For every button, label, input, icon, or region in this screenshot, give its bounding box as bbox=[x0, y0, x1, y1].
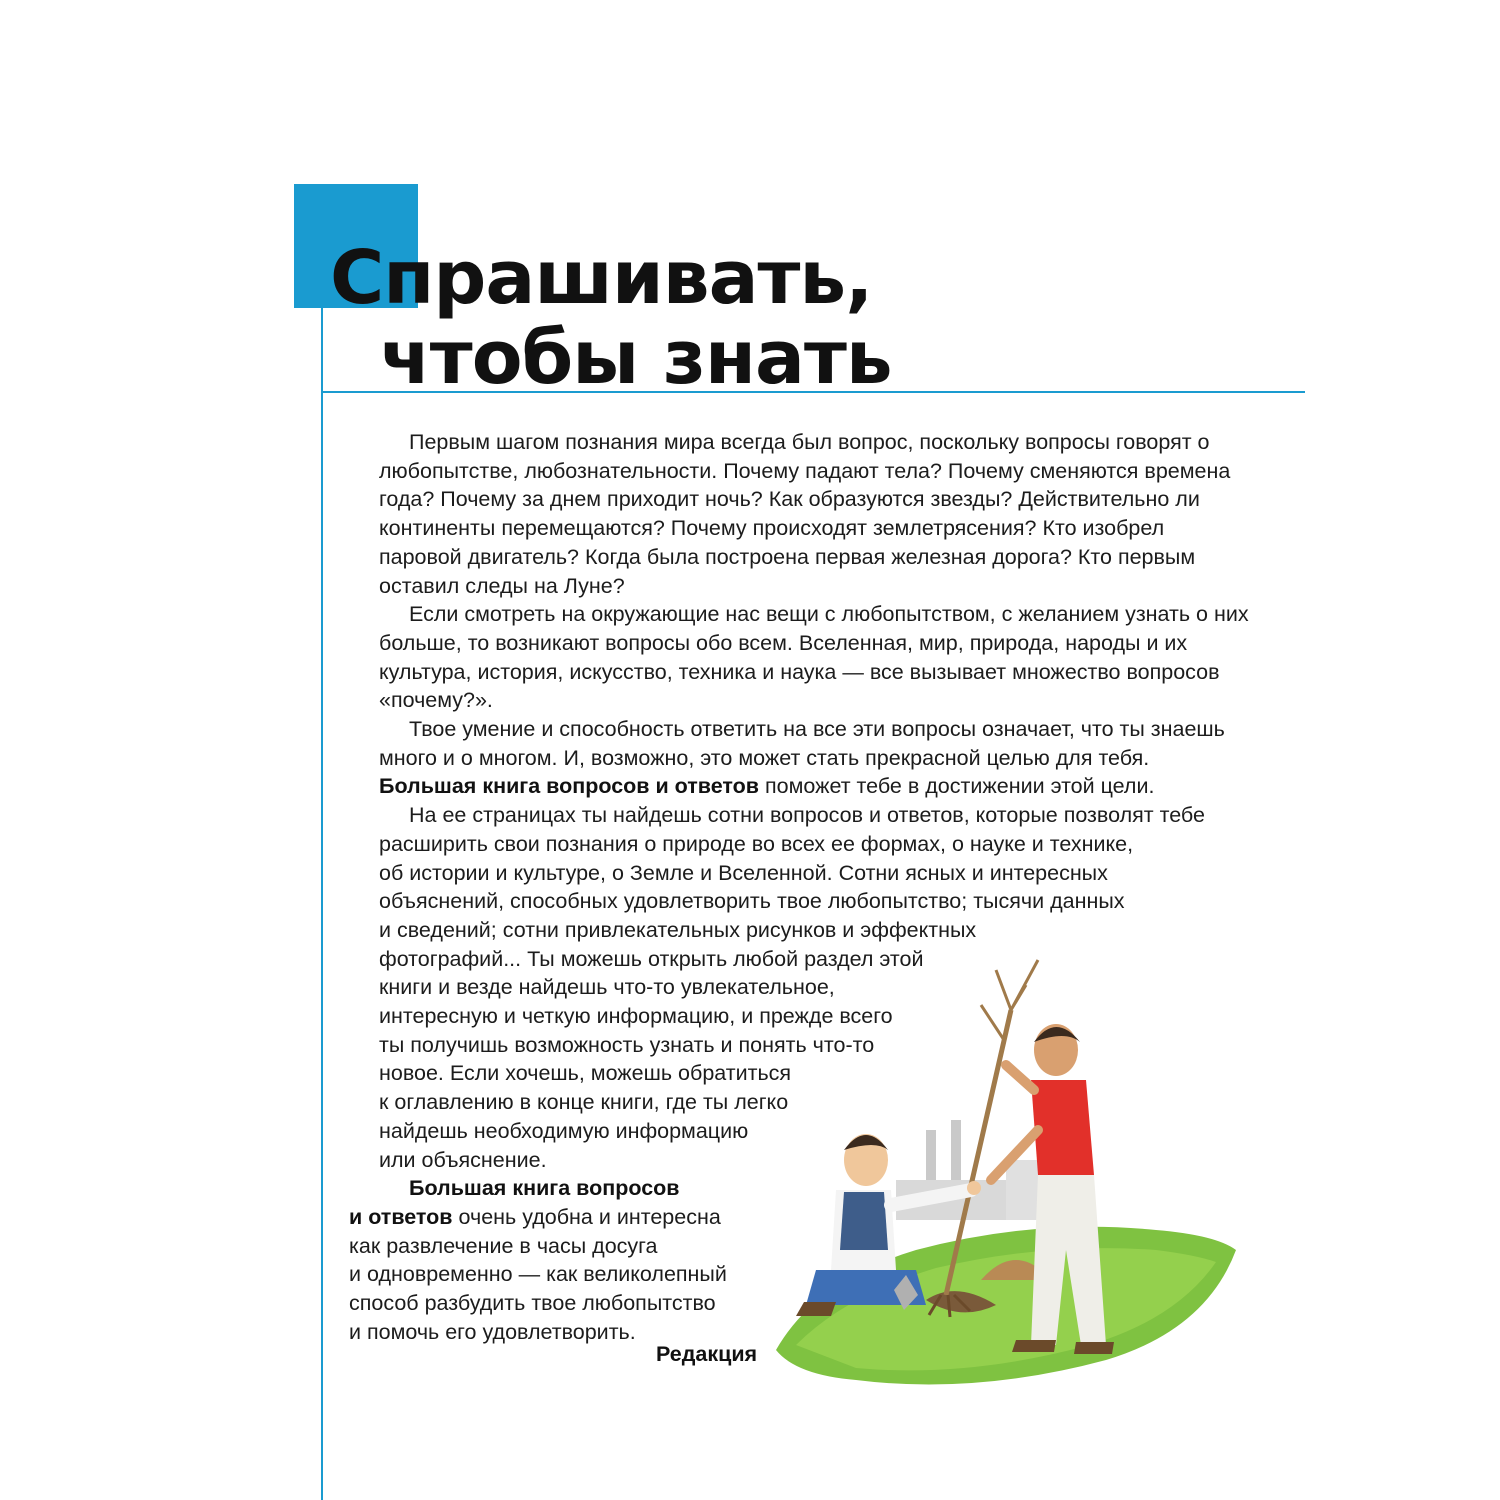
page-title bbox=[330, 235, 892, 401]
paragraph-3 bbox=[379, 715, 1249, 801]
book-title-bold-1: Большая книга вопросов bbox=[409, 1176, 680, 1201]
p5-line: очень удобна и интересна bbox=[452, 1204, 721, 1229]
p4-line: фотографий... Ты можешь открыть любой раздел этой bbox=[379, 946, 924, 971]
paragraph-3-text: Твое умение и способность ответить на все эти вопросы означает, что ты знаешь много и о многом. И, возможно, это может стать прекрасной целью для тебя. bbox=[379, 717, 1225, 770]
paragraph-2: Если смотреть на окружающие нас вещи с любопытством, с желанием узнать о них больше, то возникают вопросы обо всем. Вселенная, мир, природа, народы и их культура, история, искусство, техника и наука — все вызывает множество вопросов «почему?». bbox=[379, 602, 1249, 713]
p5-line: как развлечение в часы досуга bbox=[349, 1233, 658, 1258]
p4-line: и сведений; сотни привлекательных рисунков и эффектных bbox=[379, 917, 977, 942]
signature: Редакция bbox=[656, 1342, 758, 1366]
book-title-bold: Большая книга вопросов и ответов bbox=[379, 774, 760, 799]
p4-line: объяснений, способных удовлетворить твое любопытство; тысячи данных bbox=[379, 889, 1125, 914]
title-line-2: чтобы знать bbox=[380, 315, 892, 401]
vertical-rule bbox=[321, 300, 323, 1500]
book-title-bold-2: и ответов bbox=[349, 1204, 453, 1229]
paragraph-1: Первым шагом познания мира всегда был вопрос, поскольку вопросы говорят о любопытстве, любознательности. Почему падают тела? Почему сменяются времена года? Почему за днем приходит ночь? Как образуются звезды? Действительно ли континенты перемещаются? Почему происходят землетрясения? Кто изобрел паровой двигатель? Когда была построена первая железная дорога? Кто первым оставил следы на Луне? bbox=[379, 430, 1231, 598]
p4-line: интересную и четкую информацию, и прежде всего bbox=[379, 1004, 893, 1029]
title-line-1: Спрашивать, bbox=[330, 235, 873, 321]
p4-line: найдешь необходимую информацию bbox=[379, 1118, 749, 1143]
p4-line: об истории и культуре, о Земле и Вселенной. Сотни ясных и интересных bbox=[379, 860, 1108, 885]
p4-line: новое. Если хочешь, можешь обратиться bbox=[379, 1061, 792, 1086]
p4-line: книги и везде найдешь что-то увлекательное, bbox=[379, 975, 835, 1000]
p5-line: и помочь его удовлетворить. bbox=[349, 1319, 636, 1344]
p5-line: способ разбудить твое любопытство bbox=[349, 1291, 716, 1316]
p4-line: к оглавлению в конце книги, где ты легко bbox=[379, 1090, 789, 1115]
tree-planting-illustration bbox=[776, 950, 1236, 1390]
p4-line: расширить свои познания о природе во всех ее формах, о науке и технике, bbox=[379, 831, 1134, 856]
paragraph-3-tail: поможет тебе в достижении этой цели. bbox=[759, 774, 1155, 799]
p5-line: и одновременно — как великолепный bbox=[349, 1262, 727, 1287]
p4-line: На ее страницах ты найдешь сотни вопросов и ответов, которые позволят тебе bbox=[409, 803, 1205, 828]
p4-line: ты получишь возможность узнать и понять что-то bbox=[379, 1032, 875, 1057]
p4-line: или объяснение. bbox=[379, 1147, 547, 1172]
